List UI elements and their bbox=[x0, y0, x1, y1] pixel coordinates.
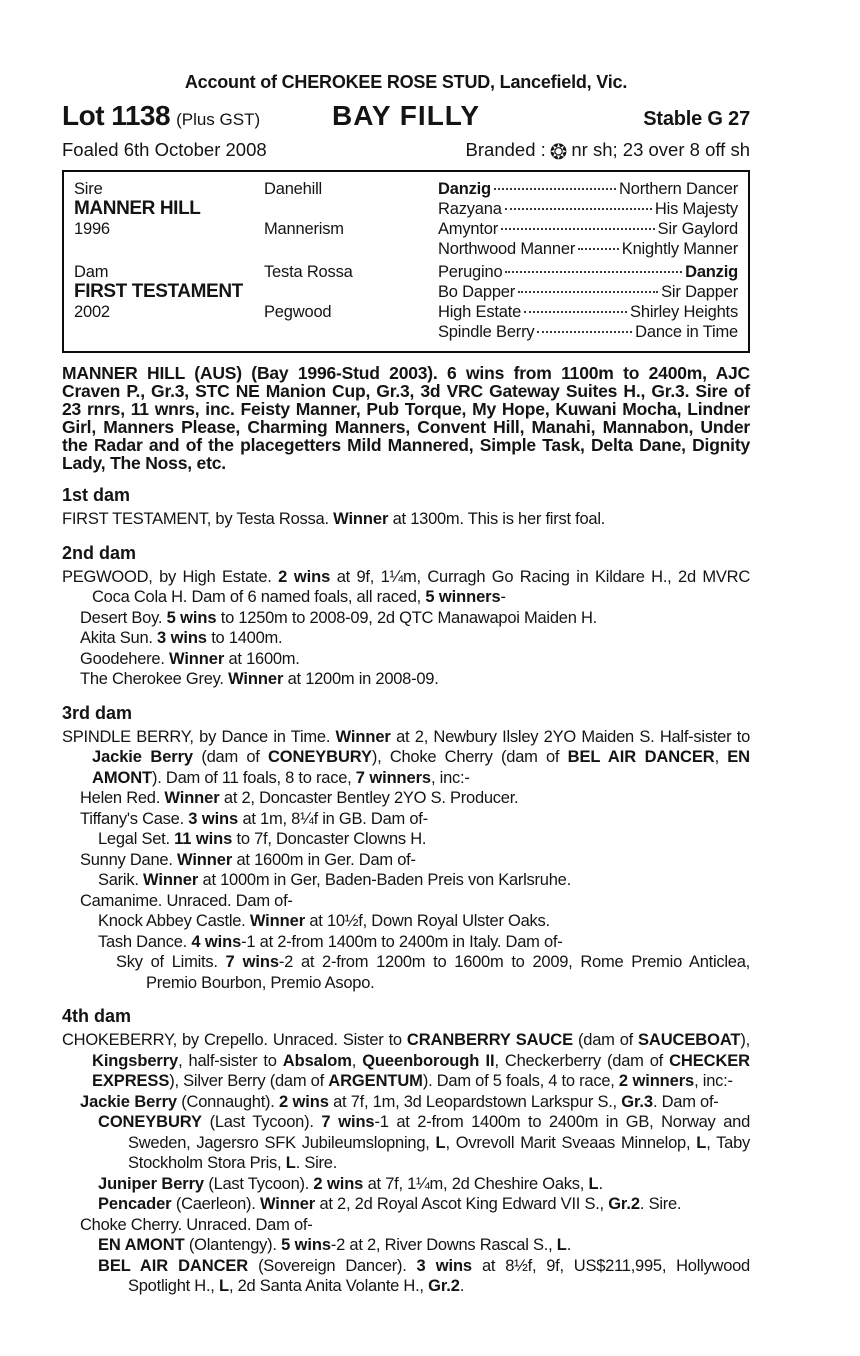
progeny-entry: Akita Sun. 3 wins to 1400m. bbox=[80, 629, 283, 647]
progeny-entry: The Cherokee Grey. Winner at 1200m in 2008-09. bbox=[80, 670, 439, 688]
pedigree-row bbox=[74, 199, 738, 219]
grandsire-name: Danehill bbox=[264, 180, 323, 198]
progeny-entry: Choke Cherry. Unraced. Dam of- bbox=[80, 1215, 313, 1234]
great-grandparent-name: Razyana bbox=[438, 200, 502, 218]
section-heading: 3rd dam bbox=[62, 702, 133, 723]
pedigree-row bbox=[74, 179, 738, 199]
great-great-grandparent-name: Shirley Heights bbox=[630, 303, 738, 321]
leader-dots bbox=[578, 248, 619, 250]
progeny-entry: EN AMONT (Olantengy). 5 wins-2 at 2, River Downs Rascal S., L. bbox=[98, 1236, 572, 1254]
progeny-entry: Knock Abbey Castle. Winner at 10½f, Down Royal Ulster Oaks. bbox=[98, 912, 550, 930]
section-heading: 2nd dam bbox=[62, 542, 137, 563]
great-grandparent-name: Spindle Berry bbox=[438, 323, 535, 341]
dam-entry: CHOKEBERRY, by Crepello. Unraced. Sister to CRANBERRY SAUCE (dam of SAUCEBOAT), Kingsberry, half-sister to Absalom, Queenborough II, Checkerberry (dam of CHECKER EXPRESS), Silver Berry (dam of ARGENTUM). Dam of 5 foals, 4 to race, 2 winners, inc:- bbox=[62, 1031, 750, 1090]
section-heading: 4th dam bbox=[62, 1006, 132, 1026]
great-great-grandparent-name: Dance in Time bbox=[635, 323, 738, 341]
great-grandparent-name: Perugino bbox=[438, 263, 503, 281]
horse-title: BAY FILLY bbox=[331, 100, 480, 131]
leader-dots bbox=[505, 271, 682, 273]
sire-summary-paragraph: MANNER HILL (AUS) (Bay 1996-Stud 2003). 6 wins from 1100m to 2400m, AJC Craven P., Gr.3, STC NE Manion Cup, Gr.3, 3d VRC Gateway Suites H., Gr.3. Sire of 23 rnrs, 11 wnrs, inc. Feisty Manner, Pub Torque, My Hope, Kuwani Mocha, Lindner Girl, Manners Please, Charming Manners, Convent Hill, Manahi, Mannabon, Under the Radar and of the placegetters Mild Mannered, Simple Task, Delta Dane, Dignity Lady, The Noss, etc. bbox=[62, 363, 750, 473]
lot-left bbox=[62, 100, 332, 132]
dam-entry: SPINDLE BERRY, by Dance in Time. Winner at 2, Newbury Ilsley 2YO Maiden S. Half-sister to Jackie Berry (dam of CONEYBURY), Choke Cherry (dam of BEL AIR DANCER, EN AMONT). Dam of 11 foals, 8 to race, 7 winners, inc:- bbox=[62, 727, 751, 787]
pedigree-col2 bbox=[264, 239, 438, 259]
pedigree-table bbox=[62, 170, 750, 353]
pedigree-row bbox=[74, 302, 738, 322]
dam-label: Dam bbox=[74, 263, 109, 281]
lot-number: Lot 1138 bbox=[62, 100, 171, 131]
section-heading: 1st dam bbox=[62, 485, 131, 505]
pedigree-pair bbox=[438, 219, 738, 239]
pedigree-pair bbox=[438, 239, 738, 259]
progeny-entry: Pencader (Caerleon). Winner at 2, 2d Royal Ascot King Edward VII S., Gr.2. Sire. bbox=[98, 1195, 682, 1213]
leader-dots bbox=[524, 311, 627, 313]
dam-year: 2002 bbox=[74, 303, 110, 321]
stable-number: Stable G 27 bbox=[643, 108, 750, 130]
great-great-grandparent-name: His Majesty bbox=[654, 200, 738, 218]
progeny-entry: Sunny Dane. Winner at 1600m in Ger. Dam of- bbox=[80, 850, 416, 869]
progeny-entry: Jackie Berry (Connaught). 2 wins at 7f, 1m, 3d Leopardstown Larkspur S., Gr.3. Dam of- bbox=[80, 1092, 719, 1111]
progeny-entry: Desert Boy. 5 wins to 1250m to 2008-09, 2d QTC Manawapoi Maiden H. bbox=[80, 608, 597, 627]
progeny-entry: BEL AIR DANCER (Sovereign Dancer). 3 wins at 8½f, 9f, US$211,995, Hollywood Spotlight H., L, 2d Santa Anita Volante H., Gr.2. bbox=[98, 1256, 750, 1295]
great-great-grandparent-name: Northern Dancer bbox=[619, 180, 738, 198]
pedigree-row bbox=[74, 282, 738, 302]
leader-dots bbox=[518, 291, 658, 293]
leader-dots bbox=[505, 208, 652, 210]
pedigree-row bbox=[74, 239, 738, 259]
progeny-entry: CONEYBURY (Last Tycoon). 7 wins-1 at 2-from 1400m to 2400m in GB, Norway and Sweden, Jagersro SFK Jubileumslopning, L, Ovrevoll Marit Sveaas Minnelop, L, Taby Stockholm Stora Pris, L. Sire. bbox=[98, 1113, 750, 1172]
leader-dots bbox=[494, 188, 616, 190]
progeny-entry: Camanime. Unraced. Dam of- bbox=[80, 891, 293, 910]
great-great-grandparent-name: Sir Gaylord bbox=[657, 220, 738, 238]
branded-prefix: Branded : bbox=[465, 139, 546, 160]
pedigree-row bbox=[74, 262, 738, 282]
lot-header-row bbox=[62, 100, 750, 132]
brand-mark-icon: ❂ bbox=[549, 141, 568, 164]
great-grandparent-name: Northwood Manner bbox=[438, 240, 576, 258]
branded-info bbox=[465, 139, 750, 164]
great-great-grandparent-name: Danzig bbox=[685, 263, 738, 281]
pedigree-pair bbox=[438, 302, 738, 322]
progeny-entry: Goodehere. Winner at 1600m. bbox=[80, 649, 300, 668]
pedigree-pair bbox=[438, 322, 738, 342]
great-great-grandparent-name: Sir Dapper bbox=[661, 283, 738, 301]
pedigree-pair bbox=[438, 282, 738, 302]
pedigree-col1 bbox=[74, 322, 264, 342]
sire-label: Sire bbox=[74, 180, 103, 198]
section-2nd-dam bbox=[62, 543, 750, 690]
pedigree-row bbox=[74, 322, 738, 342]
progeny-entry: Helen Red. Winner at 2, Doncaster Bentley 2YO S. Producer. bbox=[80, 789, 519, 807]
section-4th-dam bbox=[62, 1006, 750, 1297]
page-content bbox=[62, 72, 750, 1297]
sire-year: 1996 bbox=[74, 220, 110, 238]
pedigree-pair bbox=[438, 199, 738, 219]
pedigree-pair bbox=[438, 179, 738, 199]
gst-note: (Plus GST) bbox=[176, 110, 261, 129]
great-grandparent-name: Danzig bbox=[438, 180, 491, 198]
progeny-entry: Legal Set. 11 wins to 7f, Doncaster Clowns H. bbox=[98, 830, 427, 848]
sire-name: MANNER HILL bbox=[74, 198, 201, 219]
great-grandparent-name: Bo Dapper bbox=[438, 283, 516, 301]
foaled-row bbox=[62, 139, 750, 164]
dam-entry: PEGWOOD, by High Estate. 2 wins at 9f, 1¼m, Curragh Go Racing in Kildare H., 2d MVRC Coca Cola H. Dam of 6 named foals, all raced, 5 winners- bbox=[62, 567, 750, 606]
great-great-grandparent-name: Knightly Manner bbox=[621, 240, 738, 258]
foaled-date: Foaled 6th October 2008 bbox=[62, 139, 267, 160]
great-grandparent-name: High Estate bbox=[438, 303, 522, 321]
branded-description: nr sh; 23 over 8 off sh bbox=[571, 139, 750, 160]
pedigree-col2 bbox=[264, 282, 438, 302]
section-1st-dam bbox=[62, 485, 750, 530]
pedigree-row bbox=[74, 219, 738, 239]
pedigree-pair bbox=[438, 262, 738, 282]
granddam-name: Mannerism bbox=[264, 220, 344, 238]
progeny-entry: Juniper Berry (Last Tycoon). 2 wins at 7f, 1¼m, 2d Cheshire Oaks, L. bbox=[98, 1174, 603, 1193]
progeny-entry: Sarik. Winner at 1000m in Ger, Baden-Baden Preis von Karlsruhe. bbox=[98, 871, 571, 889]
account-line: Account of CHEROKEE ROSE STUD, Lancefield, Vic. bbox=[184, 72, 628, 92]
pedigree-col2 bbox=[264, 199, 438, 219]
section-3rd-dam bbox=[62, 703, 750, 994]
progeny-entry: Sky of Limits. 7 wins-2 at 2-from 1200m to 1600m to 2009, Rome Premio Anticlea, Premio Bourbon, Premio Asopo. bbox=[116, 953, 750, 992]
pedigree-col1 bbox=[74, 239, 264, 259]
damsire-name: Testa Rossa bbox=[264, 263, 353, 281]
pedigree-col2 bbox=[264, 322, 438, 342]
progeny-entry: Tiffany's Case. 3 wins at 1m, 8¼f in GB. Dam of- bbox=[80, 809, 428, 828]
great-grandparent-name: Amyntor bbox=[438, 220, 499, 238]
leader-dots bbox=[501, 228, 655, 230]
leader-dots bbox=[537, 331, 632, 333]
granddam-name: Pegwood bbox=[264, 303, 332, 321]
dam-name: FIRST TESTAMENT bbox=[74, 281, 243, 302]
dam-entry: FIRST TESTAMENT, by Testa Rossa. Winner at 1300m. This is her first foal. bbox=[62, 510, 606, 528]
progeny-entry: Tash Dance. 4 wins-1 at 2-from 1400m to 2400m in Italy. Dam of- bbox=[98, 932, 563, 951]
